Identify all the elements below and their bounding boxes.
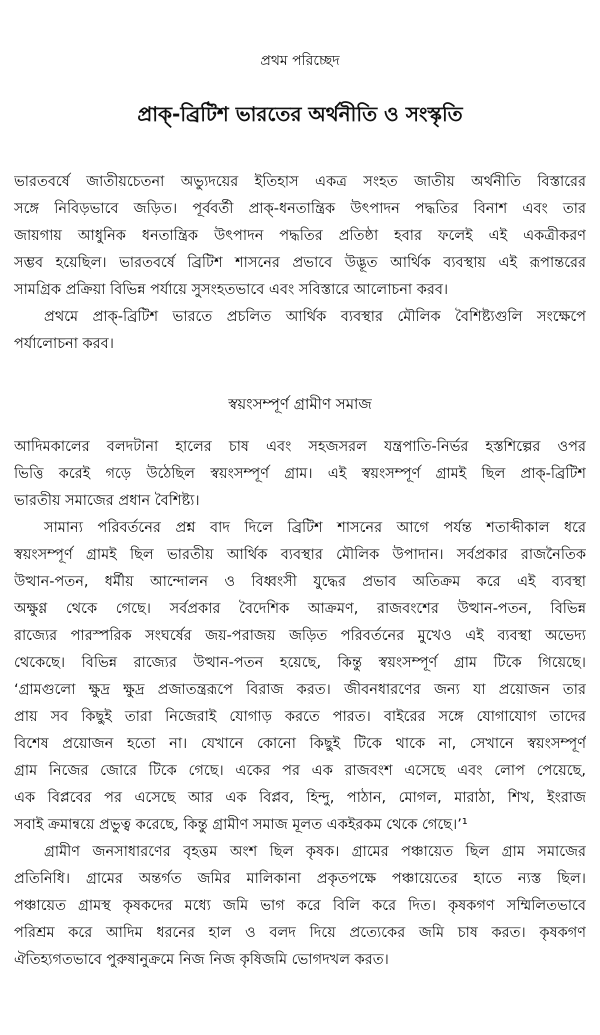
text-line: ঐতিহ্যগতভাবে পুরুষানুক্রমে নিজ নিজ কৃষিজমি ভোগদখল করত। [14,952,389,968]
text-line: প্রথমে প্রাক্‌-ব্রিটিশ ভারতে প্রচলিত আর্থিক ব্যবস্থার মৌলিক বৈশিষ্ট্যগুলি সংক্ষেপে [44,309,586,325]
text-line: গ্রাম নিজের জোরে টিকে গেছে। একের পর এক রাজবংশ এসেছে এবং লোপ পেয়েছে, [14,763,586,779]
text-line: সঙ্গে নিবিড়ভাবে জড়িত। পূর্ববর্তী প্রাক্‌-ধনতান্ত্রিক উৎপাদন পদ্ধতির বিনাশ এবং তার [14,201,586,217]
text-line: ভারতবর্ষে জাতীয়চেতনা অভ্যুদয়ের ইতিহাস একত্র সংহত জাতীয় অর্থনীতি বিস্তারের [14,174,586,190]
text-line: সামান্য পরিবর্তনের প্রশ্ন বাদ দিলে ব্রিটিশ শাসনের আগে পর্যন্ত শতাব্দীকাল ধরে [44,520,586,536]
intro-paragraphs [14,169,586,358]
chapter-title: প্রাক্‌-ব্রিটিশ ভারতের অর্থনীতি ও সংস্কৃতি [137,102,463,126]
text-line: গ্রামীণ জনসাধারণের বৃহত্তম অংশ ছিল কৃষক। গ্রামের পঞ্চায়েত ছিল গ্রাম সমাজের [44,844,586,860]
body-paragraphs [14,434,586,974]
text-line: থেকেছে। বিভিন্ন রাজ্যের উত্থান-পতন হয়েছে, কিন্তু স্বয়ংসম্পূর্ণ গ্রাম টিকে গিয়েছে। [14,655,586,671]
text-line: উত্থান-পতন, ধর্মীয় আন্দোলন ও বিধ্বংসী যুদ্ধের প্রভাব অতিক্রম করে এই ব্যবস্থা [14,574,586,590]
text-line: প্রায় সব কিছুই তারা নিজেরাই যোগাড় করতে পারত। বাইরের সঙ্গে যোগাযোগ তাদের [14,709,586,725]
text-line: রাজ্যের পারস্পরিক সংঘর্ষের জয়-পরাজয় জড়িত পরিবর্তনের মুখেও এই ব্যবস্থা অভেদ্য [14,628,586,644]
text-line: পর্যালোচনা করব। [14,336,114,352]
text-line: আদিমকালের বলদটানা হালের চাষ এবং সহজসরল যন্ত্রপাতি-নির্ভর হস্তশিল্পের ওপর [14,439,586,455]
text-line: ভিত্তি করেই গড়ে উঠেছিল স্বয়ংসম্পূর্ণ গ্রাম। এই স্বয়ংসম্পূর্ণ গ্রামই ছিল প্রাক্‌-ব্রিটিশ [14,466,586,482]
section-heading: স্বয়ংসম্পূর্ণ গ্রামীণ সমাজ [228,395,372,413]
text-line: বিশেষ প্রয়োজন হতো না। যেখানে কোনো কিছুই টিকে থাকে না, সেখানে স্বয়ংসম্পূর্ণ [14,736,586,752]
text-line: প্রতিনিধি। গ্রামের অন্তর্গত জমির মালিকানা প্রকৃতপক্ষে পঞ্চায়েতের হাতে ন্যস্ত ছিল। [14,871,586,887]
text-line: ‘গ্রামগুলো ক্ষুদ্র ক্ষুদ্র প্রজাতন্ত্ররূপে বিরাজ করত। জীবনধারণের জন্য যা প্রয়োজন তার [14,682,586,698]
text-line: পঞ্চায়েত গ্রামস্থ কৃষকদের মধ্যে জমি ভাগ করে বিলি করে দিত। কৃষকগণ সম্মিলিতভাবে [14,898,586,914]
chapter-label: প্রথম পরিচ্ছেদ [260,53,340,69]
text-line: সবাই ক্রমান্বয়ে প্রভুত্ব করেছে, কিন্তু গ্রামীণ সমাজ মূলত একইরকম থেকে গেছে।’¹ [14,817,468,833]
text-line: ভারতীয় সমাজের প্রধান বৈশিষ্ট্য। [14,493,200,509]
text-line: জায়গায় আধুনিক ধনতান্ত্রিক উৎপাদন পদ্ধতির প্রতিষ্ঠা হবার ফলেই এই একত্রীকরণ [14,228,586,244]
text-line: পরিশ্রম করে আদিম ধরনের হাল ও বলদ দিয়ে প্রত্যেকের জমি চাষ করত। কৃষকগণ [14,925,586,941]
text-line: স্বয়ংসম্পূর্ণ গ্রামই ছিল ভারতীয় আর্থিক ব্যবস্থার মৌলিক উপাদান। সর্বপ্রকার রাজনৈতিক [14,547,586,563]
text-line: সম্ভব হয়েছিল। ভারতবর্ষে ব্রিটিশ শাসনের প্রভাবে উদ্ভূত আর্থিক ব্যবস্থায় এই রূপান্তরের [14,255,586,271]
text-line: অক্ষুণ্ণ থেকে গেছে। সর্বপ্রকার বৈদেশিক আক্রমণ, রাজবংশের উত্থান-পতন, বিভিন্ন [14,601,586,617]
text-line: সামগ্রিক প্রক্রিয়া বিভিন্ন পর্যায়ে সুসংহতভাবে এবং সবিস্তারে আলোচনা করব। [14,282,449,298]
text-line: এক বিপ্লবের পর এসেছে আর এক বিপ্লব, হিন্দু, পাঠান, মোগল, মারাঠা, শিখ, ইংরাজ [14,790,586,806]
